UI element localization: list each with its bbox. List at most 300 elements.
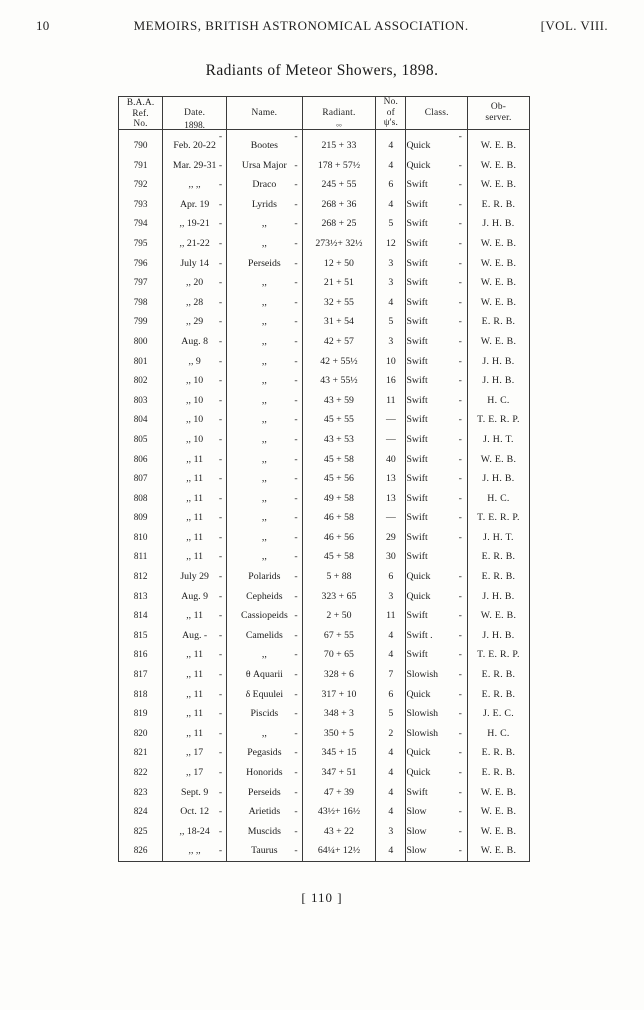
cell-date-text: ,, 19-21	[179, 218, 210, 230]
cell-class-trailing-dash: -	[458, 571, 462, 583]
cell-name-trailing-dash: -	[294, 453, 298, 465]
cell-class	[406, 332, 467, 352]
cell-radiant	[302, 371, 376, 391]
cell-number-of-paths: 29	[376, 528, 406, 548]
cell-date	[163, 547, 227, 567]
cell-shower-name	[227, 214, 303, 234]
cell-date-text: ,, 29	[186, 316, 204, 328]
cell-class-trailing-dash: -	[458, 218, 462, 230]
cell-shower-name	[227, 129, 303, 156]
cell-number-of-paths: 2	[376, 724, 406, 744]
cell-name-trailing-dash: -	[294, 433, 298, 445]
cell-class-trailing-dash: -	[458, 786, 462, 798]
table-row	[119, 645, 530, 665]
cell-radiant	[302, 254, 376, 274]
cell-ref-no: 807	[119, 469, 163, 489]
cell-number-of-paths: 30	[376, 547, 406, 567]
cell-shower-name	[227, 312, 303, 332]
cell-class-text: Quick	[406, 747, 431, 759]
table-row	[119, 763, 530, 783]
cell-ref-no: 800	[119, 332, 163, 352]
cell-class-text: Swift	[406, 473, 428, 485]
year-label: 1898.	[184, 119, 205, 130]
cell-name-trailing-dash: -	[294, 316, 298, 328]
cell-radiant	[302, 783, 376, 803]
cell-observer: T. E. R. P.	[467, 508, 529, 528]
cell-date	[163, 119, 227, 156]
table-row	[119, 293, 530, 313]
cell-radiant	[302, 410, 376, 430]
cell-date-text: ,, 9	[188, 355, 201, 367]
col-header-ref-line1: B.A.A.	[126, 97, 155, 108]
cell-date-trailing-dash: -	[218, 708, 223, 720]
cell-ref-no: 805	[119, 430, 163, 450]
cell-radiant-text: 43 + 22	[323, 825, 354, 837]
table-container	[118, 96, 530, 862]
cell-ref-no: 825	[119, 822, 163, 842]
cell-class	[406, 234, 467, 254]
col-header-number-line2: of	[386, 107, 395, 118]
cell-class-trailing-dash: -	[458, 130, 462, 142]
cell-shower-name-text: ,,	[261, 375, 267, 387]
cell-ref-no: 821	[119, 743, 163, 763]
cell-class	[406, 391, 467, 411]
cell-class	[406, 724, 467, 744]
cell-class	[406, 743, 467, 763]
cell-date-trailing-dash: -	[218, 767, 223, 778]
cell-shower-name	[227, 352, 303, 372]
cell-class-trailing-dash: -	[458, 825, 462, 837]
cell-name-trailing-dash: -	[294, 747, 298, 759]
cell-radiant-text: 317 + 10	[321, 688, 357, 700]
cell-observer: W. E. B.	[467, 156, 529, 176]
cell-number-of-paths: 5	[376, 214, 406, 234]
cell-class	[406, 528, 467, 548]
cell-observer: E. R. B.	[467, 312, 529, 332]
cell-shower-name-text: ,,	[261, 551, 267, 563]
col-header-class: Class.	[406, 97, 467, 130]
cell-observer: W. E. B.	[467, 802, 529, 822]
cell-date-trailing-dash: -	[218, 571, 223, 583]
cell-class-text: Slow	[406, 845, 427, 857]
cell-observer: E. R. B.	[467, 685, 529, 705]
table-row	[119, 273, 530, 293]
cell-shower-name	[227, 450, 303, 470]
cell-shower-name	[227, 587, 303, 607]
cell-date-trailing-dash: -	[218, 747, 223, 759]
cell-name-trailing-dash: -	[294, 257, 298, 269]
volume-label: [VOL. VIII.	[540, 18, 608, 33]
cell-date	[163, 293, 227, 313]
cell-date-text: ,, 11	[186, 669, 204, 681]
cell-radiant	[302, 567, 376, 587]
cell-shower-name-text: Muscids	[247, 825, 281, 837]
cell-number-of-paths: 6	[376, 567, 406, 587]
cell-date	[163, 704, 227, 724]
cell-number-of-paths: 4	[376, 841, 406, 861]
cell-ref-no: 802	[119, 371, 163, 391]
cell-number-of-paths: 4	[376, 293, 406, 313]
cell-observer: W. E. B.	[467, 175, 529, 195]
cell-shower-name-text: ,,	[261, 414, 267, 426]
cell-shower-name	[227, 273, 303, 293]
cell-shower-name	[227, 391, 303, 411]
cell-class-trailing-dash: -	[458, 688, 462, 700]
cell-shower-name	[227, 528, 303, 548]
cell-shower-name-text: ,,	[261, 512, 267, 524]
cell-class	[406, 195, 467, 215]
cell-ref-no: 796	[119, 254, 163, 274]
table-row	[119, 665, 530, 685]
cell-class-trailing-dash: -	[458, 767, 462, 778]
cell-date	[163, 724, 227, 744]
cell-date	[163, 175, 227, 195]
cell-observer: J. H. B.	[467, 371, 529, 391]
cell-class-trailing-dash: -	[458, 531, 462, 543]
cell-class-text: Slow	[406, 825, 427, 837]
cell-name-trailing-dash: -	[294, 786, 298, 798]
cell-class	[406, 783, 467, 803]
cell-class	[406, 312, 467, 332]
col-header-name: Name.	[227, 97, 303, 130]
cell-radiant	[302, 122, 376, 156]
cell-shower-name	[227, 743, 303, 763]
cell-name-trailing-dash: -	[294, 669, 298, 681]
cell-shower-name-text: Honorids	[246, 767, 283, 778]
cell-date-text: ,, ,,	[188, 845, 201, 857]
cell-observer: J. H. T.	[467, 528, 529, 548]
cell-name-trailing-dash: -	[294, 531, 298, 543]
table-row	[119, 410, 530, 430]
cell-date-trailing-dash: -	[218, 610, 223, 622]
cell-ref-no: 813	[119, 587, 163, 607]
cell-radiant	[302, 724, 376, 744]
cell-shower-name	[227, 195, 303, 215]
table-row	[119, 312, 530, 332]
cell-shower-name-text: ,,	[261, 335, 267, 347]
cell-name-trailing-dash: -	[294, 394, 298, 406]
cell-number-of-paths: 4	[376, 156, 406, 176]
cell-shower-name-text: Cepheids	[246, 590, 283, 602]
cell-number-of-paths: 13	[376, 489, 406, 509]
cell-observer: J. H. B.	[467, 626, 529, 646]
cell-name-trailing-dash: -	[294, 335, 298, 347]
cell-radiant-text: 273½+ 32½	[315, 237, 363, 249]
cell-class-text: Quick	[406, 571, 431, 583]
cell-radiant	[302, 450, 376, 470]
cell-shower-name-text: ,,	[261, 727, 267, 739]
cell-shower-name-text: Piscids	[250, 708, 279, 720]
cell-class-text: Swift	[406, 335, 428, 347]
cell-radiant	[302, 195, 376, 215]
cell-ref-no: 795	[119, 234, 163, 254]
cell-class-trailing-dash: -	[458, 610, 462, 622]
cell-radiant	[302, 547, 376, 567]
cell-class-trailing-dash: -	[458, 277, 462, 289]
cell-date-trailing-dash: -	[218, 473, 223, 485]
table-row	[119, 685, 530, 705]
cell-shower-name-text: Polarids	[248, 571, 281, 583]
cell-shower-name-text: ,,	[261, 492, 267, 504]
cell-class-text: Swift	[406, 786, 428, 798]
cell-date	[163, 469, 227, 489]
cell-class-text: Slowish	[406, 708, 439, 720]
col-header-radiant: Radiant.	[302, 97, 376, 130]
cell-class-trailing-dash: -	[458, 414, 462, 426]
cell-shower-name-text: ,,	[261, 453, 267, 465]
table-row	[119, 234, 530, 254]
cell-number-of-paths: 4	[376, 195, 406, 215]
cell-ref-no: 811	[119, 547, 163, 567]
cell-radiant	[302, 606, 376, 626]
cell-class	[406, 129, 467, 156]
cell-name-trailing-dash: -	[294, 649, 298, 661]
cell-shower-name-text: Camelids	[245, 629, 283, 641]
cell-number-of-paths: 4	[376, 129, 406, 156]
cell-shower-name-text: Perseids	[248, 257, 281, 269]
cell-name-trailing-dash: -	[294, 551, 298, 563]
cell-name-trailing-dash: -	[294, 218, 298, 230]
cell-shower-name-text: ,,	[261, 218, 267, 230]
cell-date	[163, 273, 227, 293]
col-header-observer-line1: Ob-	[490, 102, 507, 113]
cell-name-trailing-dash: -	[294, 806, 298, 818]
col-header-observer	[467, 97, 529, 130]
cell-name-trailing-dash: -	[294, 375, 298, 387]
cell-radiant	[302, 273, 376, 293]
cell-date-text: ,, 10	[186, 414, 204, 426]
cell-radiant	[302, 704, 376, 724]
cell-date	[163, 763, 227, 783]
cell-date-trailing-dash: -	[218, 590, 223, 602]
cell-radiant	[302, 352, 376, 372]
cell-class-text: Swift	[406, 551, 428, 563]
cell-number-of-paths: 4	[376, 783, 406, 803]
cell-date	[163, 626, 227, 646]
cell-radiant-text: 178 + 57½	[317, 159, 361, 171]
cell-date	[163, 489, 227, 509]
table-row	[119, 371, 530, 391]
cell-date-text: ,, 21-22	[179, 237, 210, 249]
cell-date-trailing-dash: -	[218, 296, 223, 308]
cell-shower-name	[227, 332, 303, 352]
cell-observer: J. H. B.	[467, 214, 529, 234]
cell-date-trailing-dash: -	[218, 806, 223, 818]
cell-shower-name-text: ,,	[261, 649, 267, 661]
cell-number-of-paths: 6	[376, 175, 406, 195]
degree-marks	[303, 120, 376, 134]
cell-class-trailing-dash: -	[458, 629, 462, 641]
cell-shower-name-text: ,,	[261, 473, 267, 485]
cell-class-trailing-dash: -	[458, 473, 462, 485]
cell-class-text: Quick	[406, 140, 431, 151]
cell-shower-name-text: Lyrids	[251, 198, 277, 210]
cell-shower-name-text: Draco	[252, 179, 277, 191]
cell-date-text: ,, 11	[186, 610, 204, 622]
cell-number-of-paths: 5	[376, 312, 406, 332]
cell-number-of-paths: 11	[376, 391, 406, 411]
table-row	[119, 743, 530, 763]
cell-ref-no: 818	[119, 685, 163, 705]
cell-radiant	[302, 469, 376, 489]
cell-class	[406, 704, 467, 724]
cell-name-trailing-dash: -	[294, 179, 298, 191]
cell-radiant	[302, 822, 376, 842]
cell-ref-no: 798	[119, 293, 163, 313]
cell-shower-name	[227, 685, 303, 705]
cell-class	[406, 685, 467, 705]
cell-class	[406, 293, 467, 313]
cell-name-trailing-dash: -	[294, 473, 298, 485]
cell-observer: J. H. B.	[467, 587, 529, 607]
cell-ref-no: 820	[119, 724, 163, 744]
cell-observer: W. E. B.	[467, 606, 529, 626]
cell-shower-name	[227, 783, 303, 803]
cell-class-text: Quick	[406, 159, 431, 171]
cell-shower-name	[227, 841, 303, 861]
cell-observer: W. E. B.	[467, 332, 529, 352]
cell-radiant-text: 268 + 25	[321, 218, 357, 230]
cell-observer: W. E. B.	[467, 273, 529, 293]
cell-shower-name-text: Perseids	[248, 786, 281, 798]
cell-observer: E. R. B.	[467, 195, 529, 215]
table-row	[119, 469, 530, 489]
cell-date-trailing-dash: -	[218, 786, 223, 798]
cell-ref-no: 819	[119, 704, 163, 724]
cell-radiant	[302, 743, 376, 763]
table-row	[119, 175, 530, 195]
cell-date-text: Feb. 20-22	[173, 140, 216, 151]
cell-ref-no: 793	[119, 195, 163, 215]
cell-class-trailing-dash: -	[458, 316, 462, 328]
cell-ref-no: 816	[119, 645, 163, 665]
cell-date	[163, 528, 227, 548]
cell-date-text: ,, 11	[186, 473, 204, 485]
cell-radiant	[302, 587, 376, 607]
cell-class	[406, 665, 467, 685]
cell-radiant-text: 345 + 15	[321, 747, 357, 759]
cell-radiant	[302, 528, 376, 548]
table-row	[119, 587, 530, 607]
table-row	[119, 129, 530, 156]
cell-ref-no: 824	[119, 802, 163, 822]
cell-ref-no: 803	[119, 391, 163, 411]
cell-radiant	[302, 802, 376, 822]
cell-date-trailing-dash: -	[218, 198, 223, 210]
cell-date-trailing-dash: -	[218, 355, 223, 367]
cell-date-trailing-dash: -	[218, 669, 223, 681]
cell-class	[406, 763, 467, 783]
cell-shower-name	[227, 293, 303, 313]
cell-date-trailing-dash: -	[218, 649, 223, 661]
cell-class-trailing-dash: -	[458, 375, 462, 387]
cell-class-trailing-dash: -	[458, 179, 462, 191]
cell-ref-no: 826	[119, 841, 163, 861]
cell-name-trailing-dash: -	[294, 825, 298, 837]
cell-shower-name	[227, 430, 303, 450]
cell-class	[406, 450, 467, 470]
cell-shower-name	[227, 234, 303, 254]
cell-date	[163, 841, 227, 861]
cell-date-trailing-dash: -	[218, 277, 223, 289]
cell-shower-name-text: ,,	[261, 394, 267, 406]
cell-name-trailing-dash: -	[294, 610, 298, 622]
cell-radiant	[302, 156, 376, 176]
cell-name-trailing-dash: -	[294, 492, 298, 504]
cell-shower-name	[227, 156, 303, 176]
cell-class-text: Quick	[406, 767, 431, 778]
table-row	[119, 783, 530, 803]
cell-radiant-text: 43 + 53	[323, 433, 354, 445]
cell-radiant-text: 350 + 5	[323, 727, 354, 739]
table-row	[119, 626, 530, 646]
cell-date-trailing-dash: -	[218, 629, 223, 641]
cell-class-text: Swift	[406, 218, 428, 230]
degree-mark-ra: °	[336, 122, 339, 131]
cell-ref-no: 792	[119, 175, 163, 195]
cell-class	[406, 606, 467, 626]
table-row	[119, 156, 530, 176]
cell-shower-name-text: ,,	[261, 277, 267, 289]
cell-shower-name	[227, 547, 303, 567]
cell-radiant-text: 43 + 59	[323, 394, 354, 406]
cell-shower-name-text: Taurus	[251, 845, 278, 857]
table-row	[119, 841, 530, 861]
cell-date-trailing-dash: -	[218, 159, 223, 171]
cell-ref-no: 823	[119, 783, 163, 803]
cell-date-trailing-dash: -	[218, 237, 223, 249]
col-header-number	[376, 97, 406, 130]
cell-radiant-text: 347 + 51	[321, 767, 357, 778]
cell-date	[163, 802, 227, 822]
cell-class-trailing-dash: -	[458, 355, 462, 367]
cell-date-text: ,, 11	[186, 688, 204, 700]
cell-radiant-text: 45 + 55	[323, 414, 354, 426]
col-header-number-line3: ψ's.	[383, 118, 399, 129]
cell-radiant-text: 323 + 65	[321, 590, 357, 602]
cell-number-of-paths: 3	[376, 587, 406, 607]
cell-radiant-text: 47 + 39	[323, 786, 354, 798]
cell-class-text: Swift	[406, 316, 428, 328]
cell-date-trailing-dash: -	[218, 414, 223, 426]
cell-date-trailing-dash: -	[218, 531, 223, 543]
cell-date-trailing-dash: -	[218, 130, 223, 142]
cell-class-text: Slow	[406, 806, 427, 818]
cell-shower-name-text: Ursa Major	[241, 159, 287, 171]
cell-class	[406, 156, 467, 176]
cell-name-trailing-dash: -	[294, 237, 298, 249]
cell-class	[406, 802, 467, 822]
cell-observer: H. C.	[467, 724, 529, 744]
cell-class-text: Swift	[406, 277, 428, 289]
cell-shower-name	[227, 822, 303, 842]
cell-class-text: Swift	[406, 257, 428, 269]
cell-date	[163, 410, 227, 430]
cell-class-trailing-dash: -	[458, 335, 462, 347]
cell-date-trailing-dash: -	[218, 335, 223, 347]
cell-number-of-paths: 13	[376, 469, 406, 489]
cell-ref-no: 801	[119, 352, 163, 372]
cell-name-trailing-dash: -	[294, 512, 298, 524]
cell-shower-name-text: Cassiopeids	[240, 610, 288, 622]
cell-class-text: Swift	[406, 531, 428, 543]
cell-number-of-paths: 10	[376, 352, 406, 372]
cell-class	[406, 489, 467, 509]
cell-date-text: ,, 18-24	[179, 825, 210, 837]
cell-name-trailing-dash: -	[294, 688, 298, 700]
cell-date-trailing-dash: -	[218, 218, 223, 230]
cell-ref-no: 804	[119, 410, 163, 430]
